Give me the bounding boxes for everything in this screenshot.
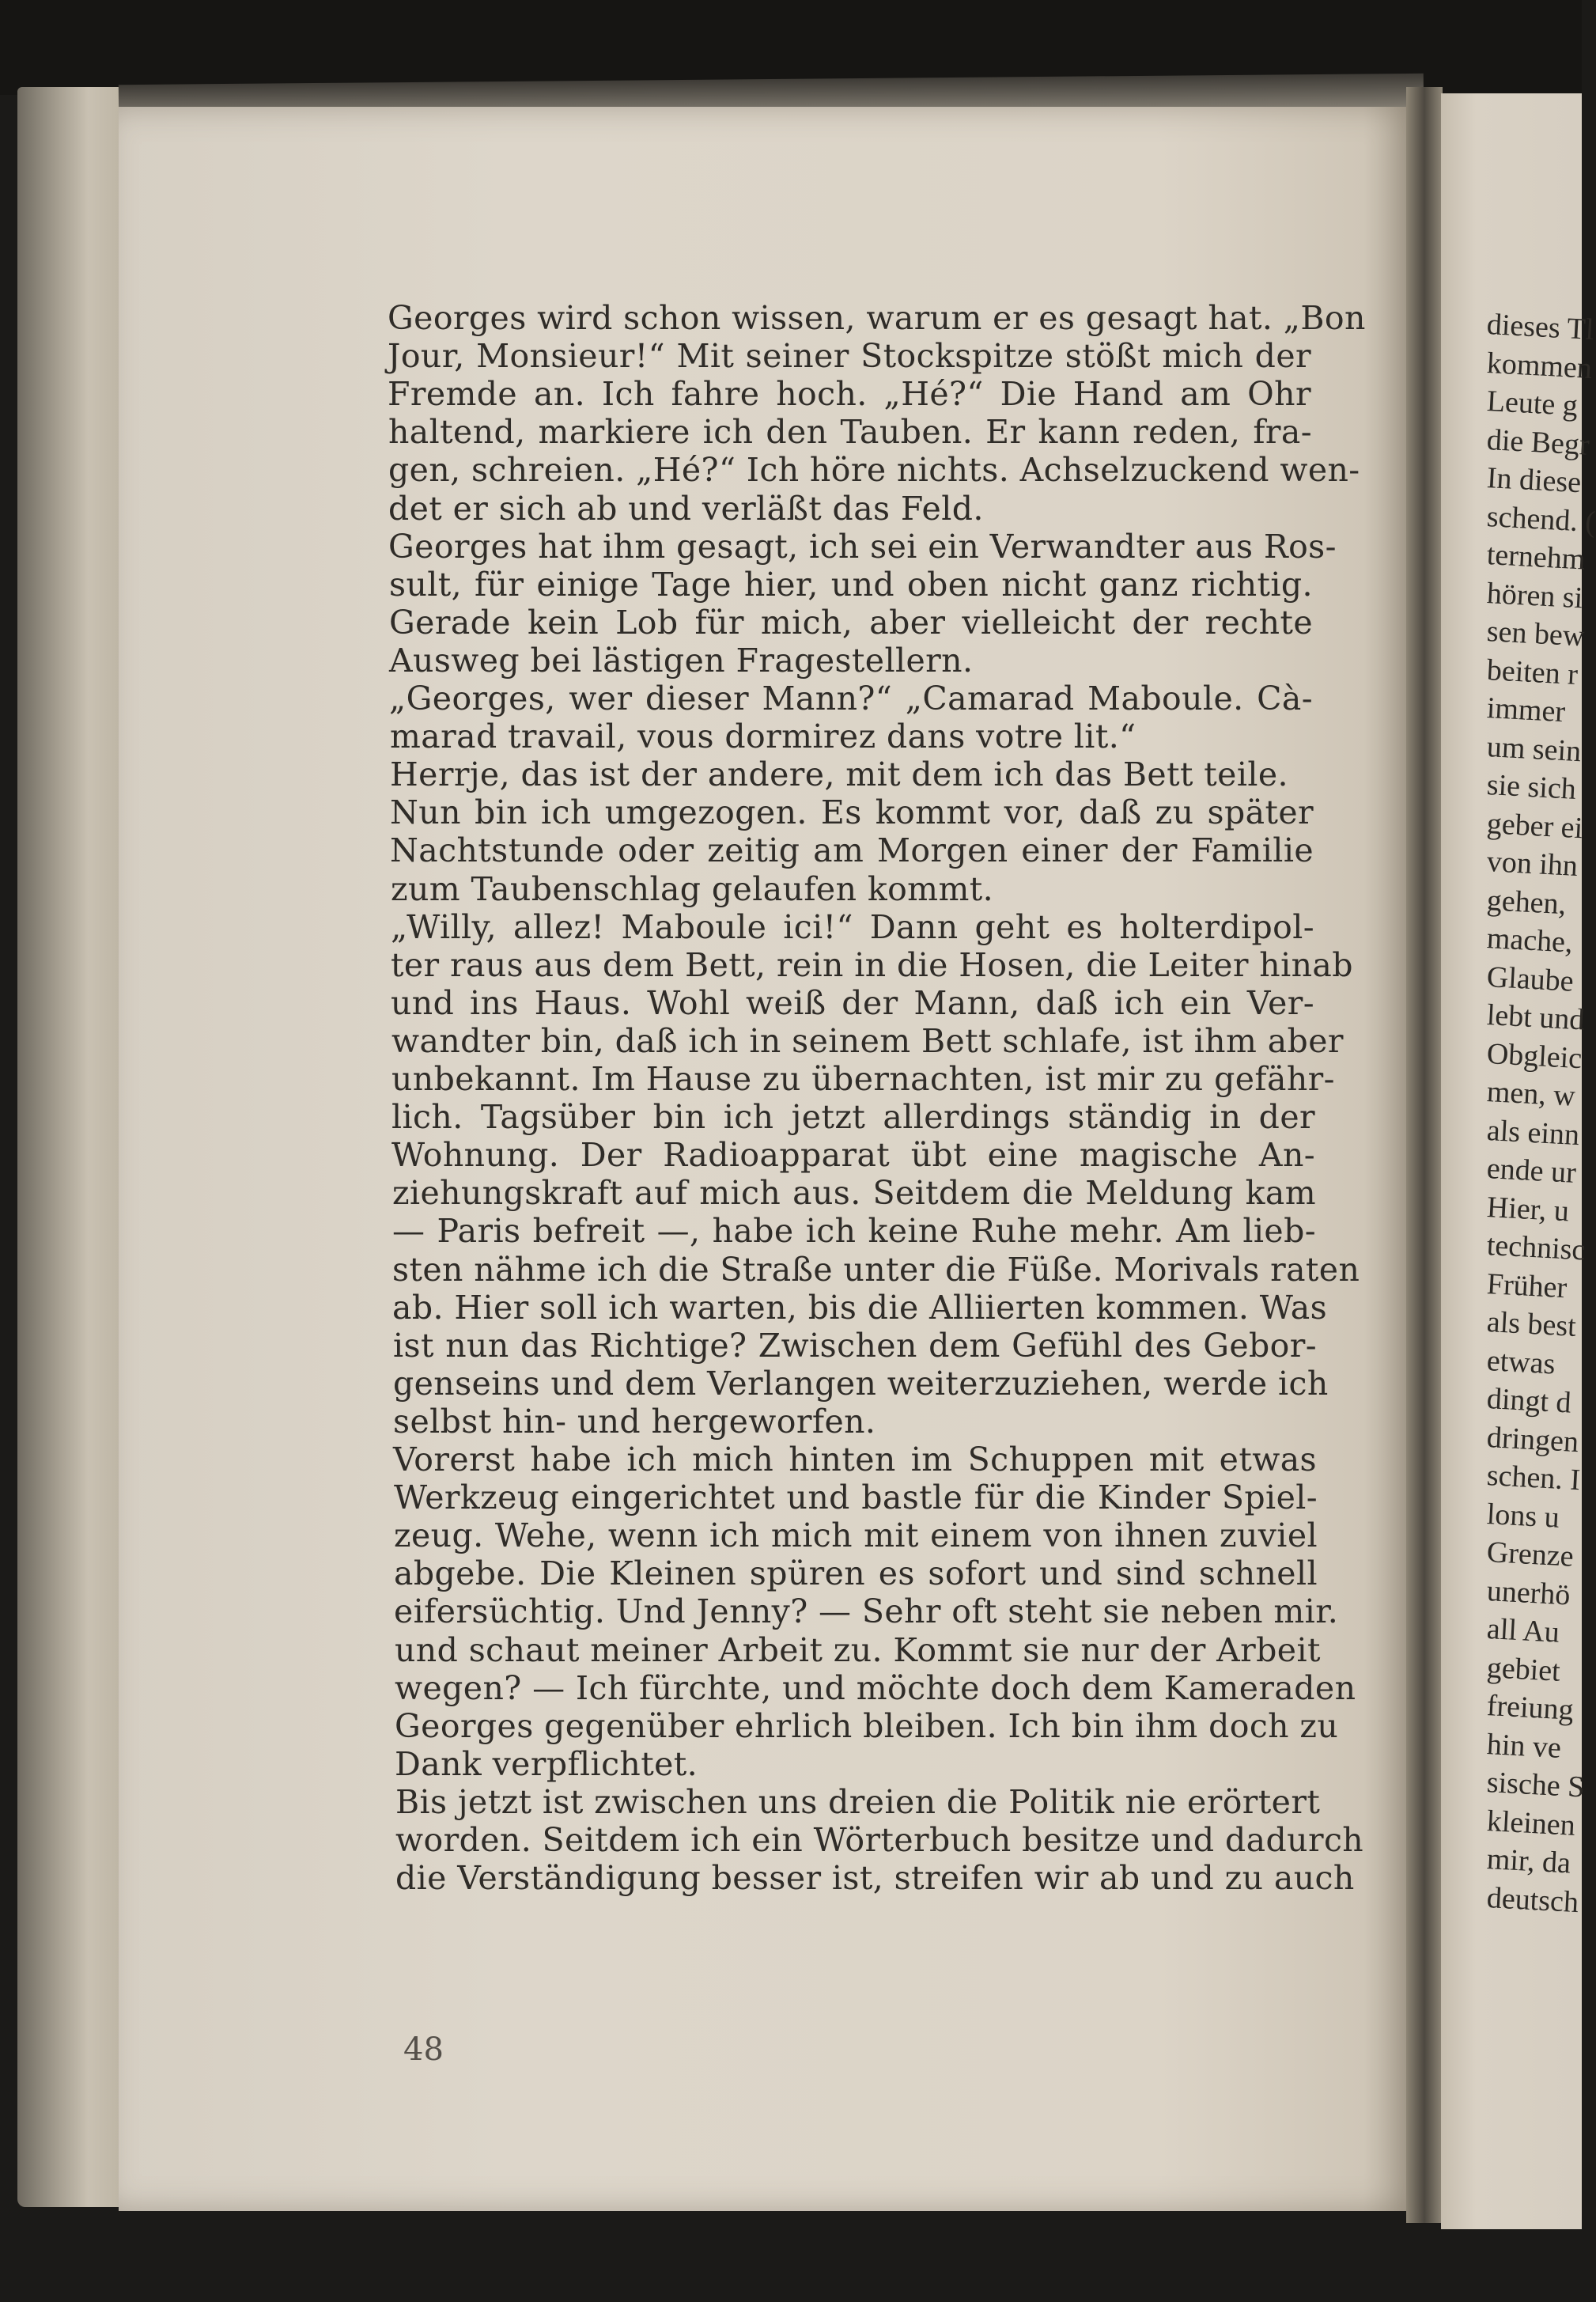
text-line: sult, für einige Tage hier, und oben nicht ganz richtig. — [389, 566, 1313, 604]
facing-page-line: mache, — [1485, 922, 1574, 960]
text-line: — Paris befreit —, habe ich keine Ruhe mehr. Am lieb- — [392, 1212, 1316, 1250]
facing-page-line: immer — [1485, 691, 1567, 729]
facing-page-line: dingt d — [1485, 1382, 1572, 1420]
facing-page-line: freiung — [1485, 1689, 1575, 1727]
text-line: Herrje, das ist der andere, mit dem ich das Bett teile. — [390, 755, 1288, 793]
facing-page-line: sen bew — [1485, 615, 1586, 653]
facing-page-line: ternehm — [1485, 538, 1587, 577]
facing-page-line: als einn — [1485, 1114, 1581, 1153]
facing-page-line: deutsch — [1485, 1881, 1580, 1920]
text-line: wegen? — Ich fürchte, und möchte doch dem Kameraden — [395, 1669, 1356, 1707]
facing-page-line: all Au — [1485, 1612, 1560, 1649]
text-line: Ausweg bei lästigen Fragestellern. — [389, 642, 974, 680]
facing-page-line: technisc — [1485, 1229, 1587, 1267]
text-line: Gerade kein Lob für mich, aber vielleicht der rechte — [389, 604, 1313, 642]
facing-page-line: geber ei — [1485, 807, 1584, 846]
text-line: sten nähme ich die Straße unter die Füße. Morivals raten — [392, 1251, 1360, 1289]
facing-page-line: ende ur — [1485, 1152, 1577, 1190]
facing-page-line: Leute g — [1485, 384, 1579, 422]
text-line: ziehungskraft auf mich aus. Seitdem die Meldung kam — [392, 1174, 1316, 1212]
facing-page-line: Obgleic — [1485, 1037, 1583, 1076]
text-line: „Willy, allez! Maboule ici!“ Dann geht es holterdipol- — [391, 908, 1314, 946]
facing-page-line: Hier, u — [1485, 1191, 1570, 1229]
facing-page-line: unerhö — [1485, 1574, 1571, 1612]
text-line: gen, schreien. „Hé?“ Ich höre nichts. Achselzuckend wen- — [388, 451, 1360, 489]
facing-page-line: Glaube — [1485, 960, 1575, 998]
text-line: ist nun das Richtige? Zwischen dem Gefühl des Gebor- — [393, 1327, 1317, 1365]
text-line: ab. Hier soll ich warten, bis die Alliierten kommen. Was — [392, 1289, 1328, 1327]
facing-page-line: mir, da — [1485, 1842, 1572, 1880]
facing-page-line: In diese — [1485, 461, 1583, 500]
text-line: Nachtstunde oder zeitig am Morgen einer der Familie — [390, 831, 1314, 869]
facing-page-line: dieses Tl — [1485, 308, 1595, 347]
text-line: unbekannt. Im Hause zu übernachten, ist mir zu gefähr- — [391, 1060, 1335, 1098]
text-line: und ins Haus. Wohl weiß der Mann, daß ich ein Ver- — [391, 984, 1314, 1022]
facing-page-line: men, w — [1485, 1075, 1576, 1113]
facing-page-line: sie sich — [1485, 768, 1577, 806]
facing-page-line: beiten r — [1485, 653, 1579, 691]
text-line: Vorerst habe ich mich hinten im Schuppen mit etwas — [393, 1441, 1317, 1479]
facing-page-line: hören si — [1485, 577, 1584, 615]
facing-page-line: schend. ( — [1485, 500, 1596, 540]
text-line: Dank verpflichtet. — [395, 1745, 698, 1783]
text-line: det er sich ab und verläßt das Feld. — [388, 490, 984, 528]
text-line: „Georges, wer dieser Mann?“ „Camarad Maboule. Cà- — [389, 680, 1313, 717]
text-line: Nun bin ich umgezogen. Es kommt vor, daß zu später — [390, 793, 1314, 831]
text-line: Wohnung. Der Radioapparat übt eine magische An- — [391, 1136, 1315, 1174]
text-line: Bis jetzt ist zwischen uns dreien die Politik nie erörtert — [395, 1783, 1321, 1821]
page-number: 48 — [403, 2031, 444, 2068]
facing-page-line: schen. I — [1485, 1459, 1582, 1497]
text-line: zeug. Wehe, wenn ich mich mit einem von ihnen zuviel — [394, 1516, 1318, 1554]
facing-page-line: um sein — [1485, 730, 1583, 769]
facing-page-line: Grenze — [1485, 1535, 1575, 1573]
text-line: marad travail, vous dormirez dans votre lit.“ — [390, 717, 1136, 755]
facing-page-line: gehen, — [1485, 884, 1568, 922]
facing-page-line: von ihn — [1485, 845, 1579, 883]
text-line: wandter bin, daß ich in seinem Bett schlafe, ist ihm aber — [391, 1022, 1344, 1060]
facing-page-line: dringen — [1485, 1421, 1580, 1460]
text-line: und schaut meiner Arbeit zu. Kommt sie nur der Arbeit — [395, 1631, 1321, 1669]
text-line: die Verständigung besser ist, streifen wir ab und zu auch — [395, 1859, 1355, 1897]
facing-page-line: gebiet — [1485, 1651, 1561, 1688]
text-line: Werkzeug eingerichtet und bastle für die Kinder Spiel- — [394, 1479, 1318, 1516]
text-line: haltend, markiere ich den Tauben. Er kann reden, fra- — [388, 413, 1312, 451]
text-line: worden. Seitdem ich ein Wörterbuch besitze und dadurch — [395, 1821, 1364, 1859]
text-line: Fremde an. Ich fahre hoch. „Hé?“ Die Hand am Ohr — [388, 375, 1311, 413]
text-line: Georges wird schon wissen, warum er es gesagt hat. „Bon — [388, 299, 1366, 337]
facing-page-line: lons u — [1485, 1497, 1560, 1535]
facing-page-line: etwas — [1485, 1344, 1556, 1381]
text-line: Jour, Monsieur!“ Mit seiner Stockspitze stößt mich der — [388, 337, 1311, 375]
facing-page-line: kleinen — [1485, 1804, 1576, 1842]
facing-page-line: die Begr — [1485, 423, 1590, 462]
facing-page-line: kommen — [1485, 346, 1593, 385]
facing-page-line: lebt und — [1485, 998, 1586, 1037]
text-line: Georges hat ihm gesagt, ich sei ein Verwandter aus Ros- — [388, 528, 1337, 566]
facing-page-line: Früher — [1485, 1267, 1568, 1305]
facing-page-line: als best — [1485, 1305, 1577, 1343]
text-line: genseins und dem Verlangen weiterzuziehen, werde ich — [393, 1365, 1329, 1403]
text-line: selbst hin- und hergeworfen. — [393, 1403, 876, 1441]
text-line: lich. Tagsüber bin ich jetzt allerdings ständig in der — [391, 1098, 1315, 1136]
text-line: eifersüchtig. Und Jenny? — Sehr oft steht sie neben mir. — [394, 1592, 1339, 1630]
facing-page-line: sische S — [1485, 1766, 1586, 1804]
facing-page-line: hin ve — [1485, 1728, 1562, 1765]
text-line: abgebe. Die Kleinen spüren es sofort und sind schnell — [394, 1554, 1318, 1592]
text-line: Georges gegenüber ehrlich bleiben. Ich bin ihm doch zu — [395, 1707, 1339, 1745]
text-line: ter raus aus dem Bett, rein in die Hosen, die Leiter hinab — [391, 946, 1353, 984]
text-line: zum Taubenschlag gelaufen kommt. — [391, 870, 994, 908]
